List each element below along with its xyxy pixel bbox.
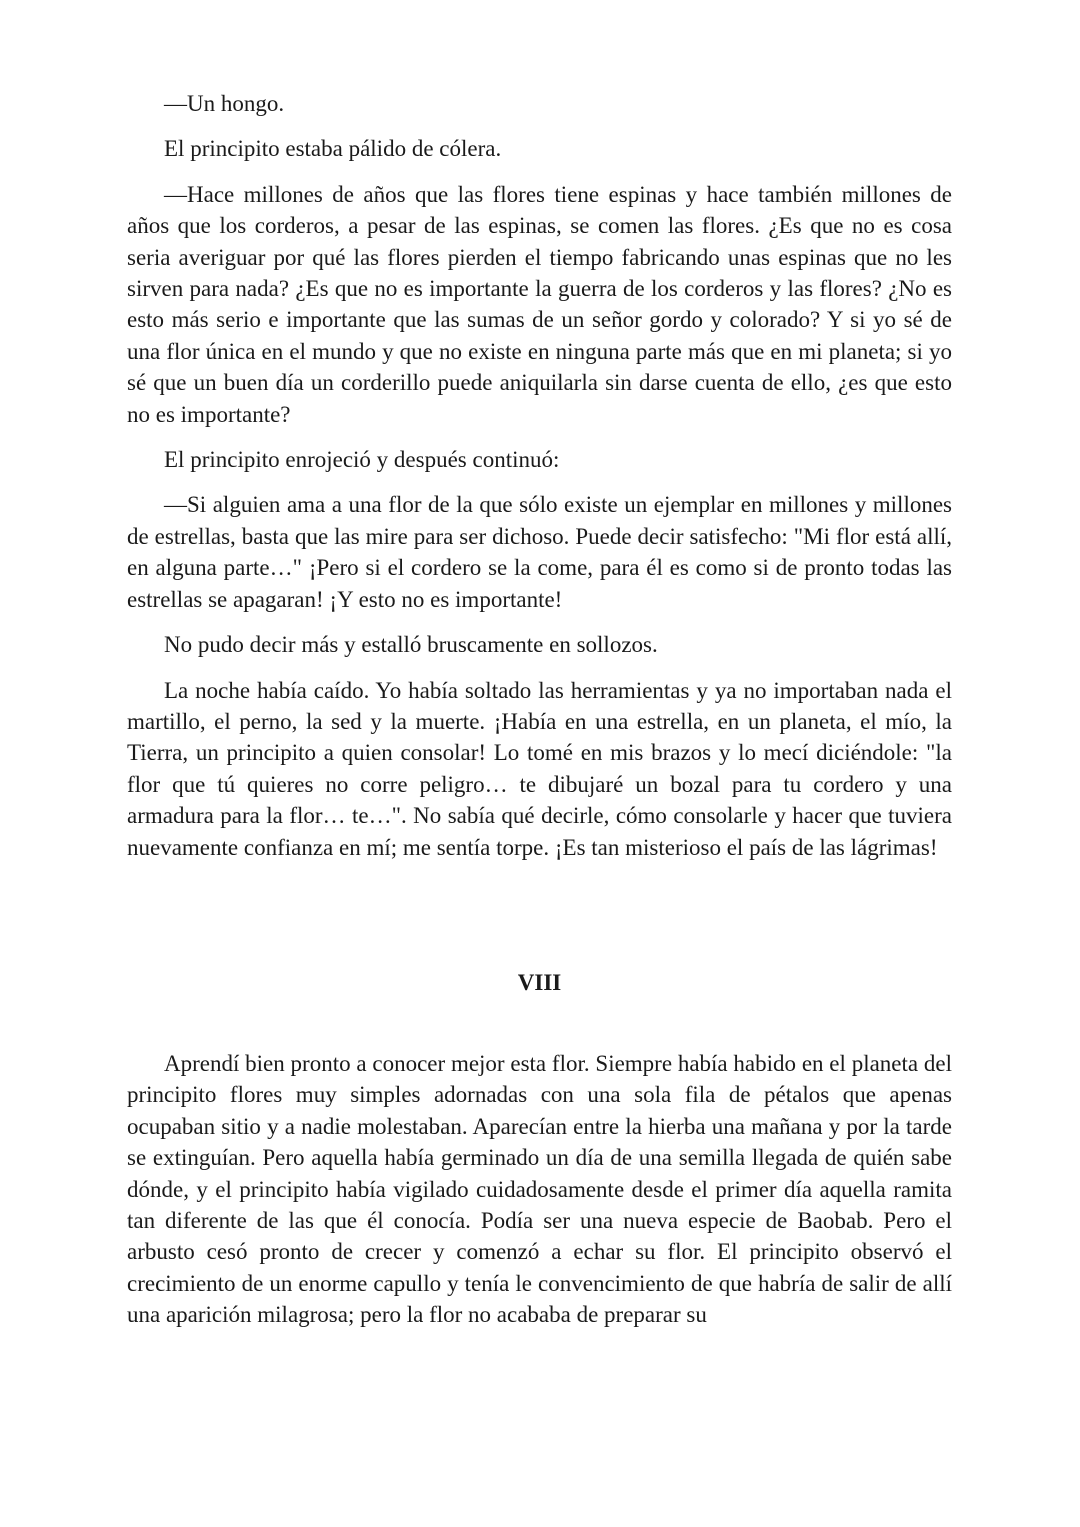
chapter-heading: VIII: [517, 969, 562, 995]
paragraph-la-noche: La noche había caído. Yo había soltado las herramientas y ya no importaban nada el martillo, el perno, la sed y la muerte. ¡Había en una estrella, en un planeta, el mío, la Tierra, un principito a quien consolar! Lo tomé en mis brazos y lo mecí diciéndole: "la flor que tú quieres no corre peligro… te dibujaré un bozal para tu cordero y una armadura para la flor… te…". No sabía qué decirle, cómo consolarle y hacer que tuviera nuevamente confianza en mí; me sentía torpe. ¡Es tan misterioso el país de las lágrimas!: [127, 677, 952, 860]
paragraph-si-alguien-ama: —Si alguien ama a una flor de la que sólo existe un ejemplar en millones y millones de estrellas, basta que las mire para ser dichoso. Puede decir satisfecho: "Mi flor está allí, en alguna parte…" ¡Pero si el cordero se la come, para él es como si de pronto todas las estrellas se apagaran! ¡Y esto no es importante!: [127, 492, 952, 612]
paragraph-palido-colera: El principito estaba pálido de cólera.: [164, 136, 502, 162]
paragraph-enrojecio: El principito enrojeció y después continuó:: [164, 447, 560, 473]
spacer: [127, 877, 952, 967]
paragraph-millones-de-anos: —Hace millones de años que las flores tiene espinas y hace también millones de años que los corderos, a pesar de las espinas, se comen las flores. ¿Es que no es cosa seria averiguar por qué las flores pierden el tiempo fabricando unas espinas que no les sirven para nada? ¿Es que no es importante la guerra de los corderos y las flores? ¿No es esto más serio e importante que las sumas de un señor gordo y colorado? Y si yo sé de una flor única en el mundo y que no existe en ninguna parte más que en mi planeta; si yo sé que un buen día un corderillo puede aniquilarla sin darse cuenta de ello, ¿es que esto no es importante?: [127, 181, 952, 427]
paragraph-sollozos: No pudo decir más y estalló bruscamente en sollozos.: [164, 632, 658, 658]
spacer: [127, 998, 952, 1048]
paragraph-aprendi: Aprendí bien pronto a conocer mejor esta flor. Siempre había habido en el planeta del principito flores muy simples adornadas con una sola fila de pétalos que apenas ocupaban sitio y a nadie molestaban. Aparecían entre la hierba una mañana y por la tarde se extinguían. Pero aquella había germinado un día de una semilla llegada de quién sabe dónde, y el principito había vigilado cuidadosamente desde el primer día aquella ramita tan diferente de las que él conocía. Podía ser una nueva especie de Baobab. Pero el arbusto cesó pronto de crecer y comenzó a echar su flor. El principito observó el crecimiento de un enorme capullo y tenía le convencimiento de que habría de salir de allí una aparición milagrosa; pero la flor no acababa de preparar su: [127, 1050, 952, 1328]
document-page: [127, 88, 952, 1345]
paragraph-un-hongo: —Un hongo.: [164, 91, 285, 116]
